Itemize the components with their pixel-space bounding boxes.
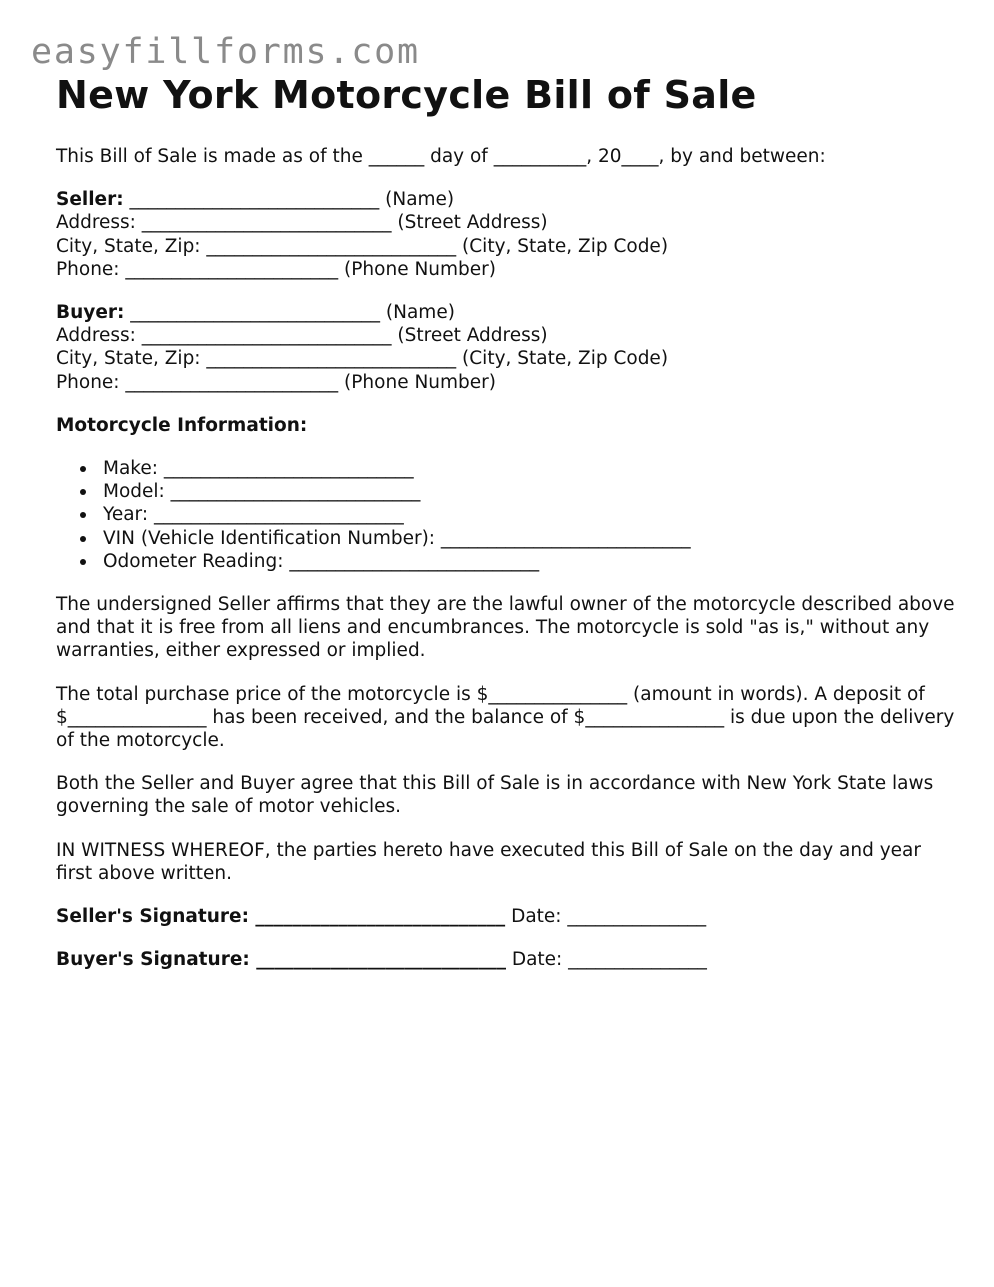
motorcycle-info-list: [56, 457, 956, 573]
motorcycle-heading-text: Motorcycle Information:: [56, 414, 308, 436]
ownership-paragraph: The undersigned Seller affirms that they are the lawful owner of the motorcycle described above and that it is free from all liens and encumbrances. The motorcycle is sold "as is," without any warranties, either expressed or implied.: [56, 594, 955, 662]
buyer-signature-label: Buyer's Signature: ___________________________: [56, 949, 506, 971]
seller-name-line: [56, 188, 956, 211]
seller-city-line: City, State, Zip: ___________________________ (City, State, Zip Code): [56, 235, 669, 257]
law-paragraph: Both the Seller and Buyer agree that this Bill of Sale is in accordance with New York State laws governing the sale of motor vehicles.: [56, 773, 934, 818]
seller-name-field: ___________________________ (Name): [123, 189, 455, 211]
seller-date-field: Date: _______________: [505, 906, 707, 928]
list-item-odometer: Odometer Reading: ___________________________: [103, 550, 956, 573]
buyer-city-line: City, State, Zip: ___________________________ (City, State, Zip Code): [56, 348, 669, 370]
list-item-vin: VIN (Vehicle Identification Number): ___________________________: [103, 527, 956, 550]
list-item-make: Make: ___________________________: [103, 457, 956, 480]
buyer-phone-line: Phone: _______________________ (Phone Number): [56, 371, 496, 393]
price-paragraph: The total purchase price of the motorcycle is $_______________ (amount in words). A deposit of $_______________ has been received, and the balance of $_______________ is due upon the delivery of the motorcycle.: [56, 683, 955, 752]
buyer-address-line: Address: ___________________________ (Street Address): [56, 325, 548, 347]
seller-signature-label: Seller's Signature: ___________________________: [56, 906, 506, 928]
buyer-label: Buyer:: [56, 302, 125, 324]
buyer-name-field: ___________________________ (Name): [124, 302, 455, 324]
seller-phone-line: Phone: _______________________ (Phone Number): [56, 258, 496, 280]
buyer-signature-line: [56, 948, 956, 971]
buyer-section: [56, 301, 956, 394]
list-item-year: Year: ___________________________: [103, 503, 956, 526]
intro-text: This Bill of Sale is made as of the ______ day of __________, 20____, by and between:: [56, 146, 826, 167]
seller-label: Seller:: [56, 189, 124, 211]
page-title: New York Motorcycle Bill of Sale: [56, 73, 757, 117]
watermark: easyfillforms.com: [31, 32, 420, 72]
document-body: [56, 72, 956, 971]
witness-paragraph: IN WITNESS WHEREOF, the parties hereto have executed this Bill of Sale on the day and year first above written.: [56, 839, 921, 884]
buyer-date-field: Date: _______________: [505, 949, 707, 971]
seller-section: [56, 188, 956, 281]
seller-address-line: Address: ___________________________ (Street Address): [56, 212, 548, 234]
seller-signature-line: [56, 905, 956, 928]
motorcycle-heading: [56, 414, 956, 437]
list-item-model: Model: ___________________________: [103, 480, 956, 503]
buyer-name-line: [56, 301, 956, 324]
